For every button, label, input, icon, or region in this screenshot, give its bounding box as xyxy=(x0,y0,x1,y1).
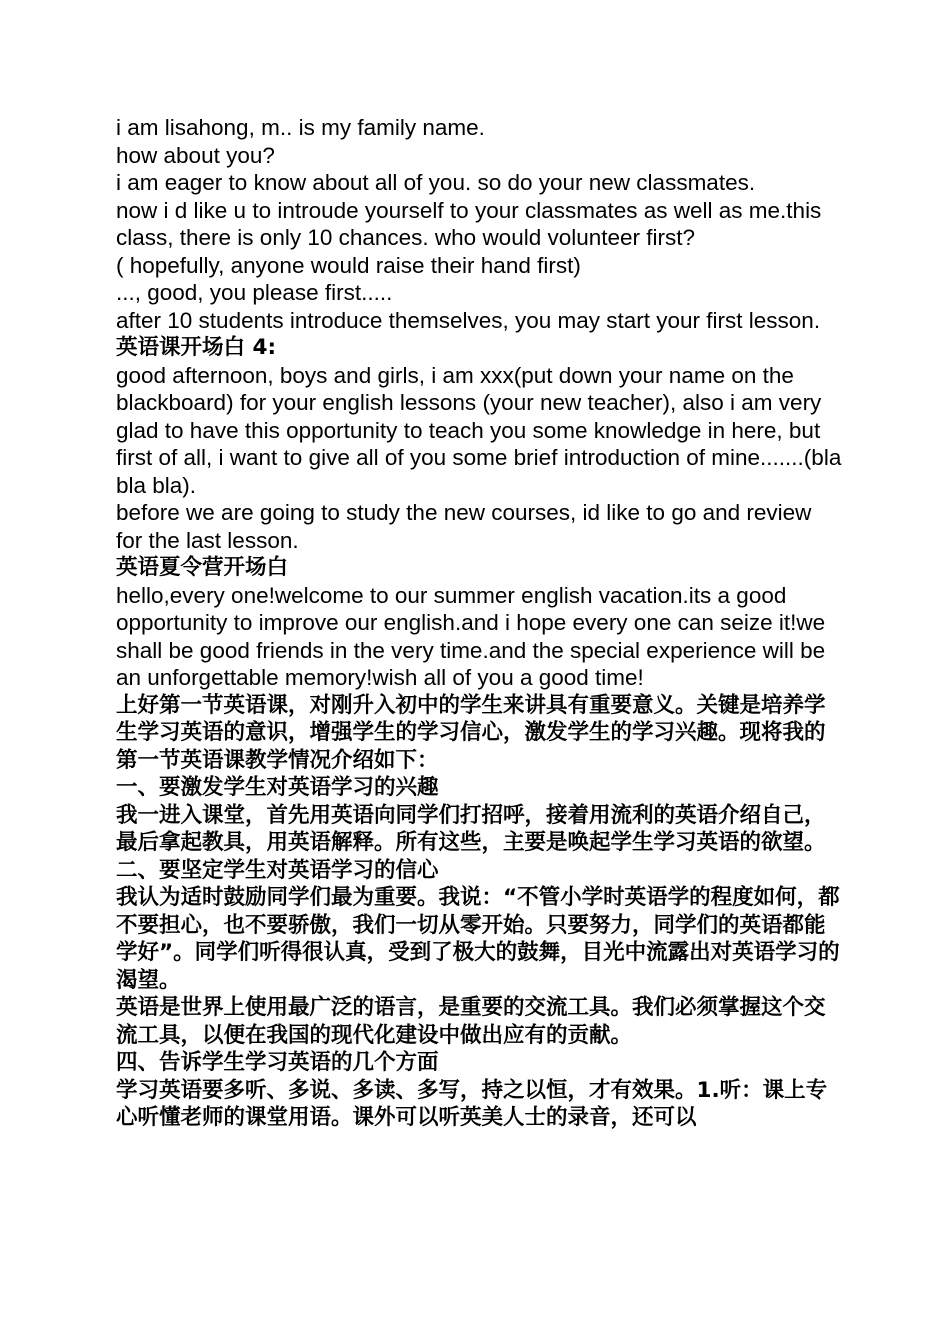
paragraph: now i d like u to introude yourself to your classmates as well as me.this class, there is only 10 chances. who would volunteer first? xyxy=(116,197,822,250)
paragraph: 英语是世界上使用最广泛的语言，是重要的交流工具。我们必须掌握这个交流工具，以便在我国的现代化建设中做出应有的贡献。 xyxy=(116,995,826,1048)
paragraph: 上好第一节英语课，对刚升入初中的学生来讲具有重要意义。关键是培养学生学习英语的意识，增强学生的学习信心，激发学生的学习兴趣。现将我的第一节英语课教学情况介绍如下： xyxy=(116,692,826,773)
paragraph: 我一进入课堂，首先用英语向同学们打招呼，接着用流利的英语介绍自己，最后拿起教具，用英语解释。所有这些，主要是唤起学生学习英语的欲望。 xyxy=(116,802,826,855)
paragraph: ( hopefully, anyone would raise their hand first) xyxy=(116,252,581,278)
section-heading: 一、要激发学生对英语学习的兴趣 xyxy=(116,775,439,800)
paragraph: how about you? xyxy=(116,142,275,168)
section-heading: 四、告诉学生学习英语的几个方面 xyxy=(116,1050,439,1075)
paragraph: i am eager to know about all of you. so do your new classmates. xyxy=(116,170,756,195)
section-heading: 英语课开场白 4: xyxy=(116,335,277,360)
section-heading: 英语夏令营开场白 xyxy=(116,555,289,580)
section-heading: 二、要坚定学生对英语学习的信心 xyxy=(116,857,439,883)
paragraph: 我认为适时鼓励同学们最为重要。我说：“不管小学时英语学的程度如何，都不要担心，也不要骄傲，我们一切从零开始。只要努力，同学们的英语都能学好”。同学们听得很认真，受到了极大的鼓舞，目光中流露出对英语学习的渴望。 xyxy=(116,885,840,993)
paragraph: i am lisahong, m.. is my family name. xyxy=(116,115,485,140)
document-page xyxy=(116,114,842,1132)
paragraph: before we are going to study the new courses, id like to go and review for the last lesson. xyxy=(116,500,812,553)
paragraph: ..., good, you please first..... xyxy=(116,280,393,305)
paragraph: hello,every one!welcome to our summer english vacation.its a good opportunity to improve our english.and i hope every one can seize it!we shall be good friends in the very time.and the special experience will be an unforgettable memory!wish all of you a good time! xyxy=(116,582,826,690)
paragraph: good afternoon, boys and girls, i am xxx(put down your name on the blackboard) for your english lessons (your new teacher), also i am very glad to have this opportunity to teach you some knowledge in here, but first of all, i want to give all of you some brief introduction of mine.......(bla bla bla). xyxy=(116,362,842,498)
paragraph: after 10 students introduce themselves, you may start your first lesson. xyxy=(116,307,821,333)
paragraph: 学习英语要多听、多说、多读、多写，持之以恒，才有效果。1.听：课上专心听懂老师的课堂用语。课外可以听英美人士的录音，还可以 xyxy=(116,1077,828,1130)
